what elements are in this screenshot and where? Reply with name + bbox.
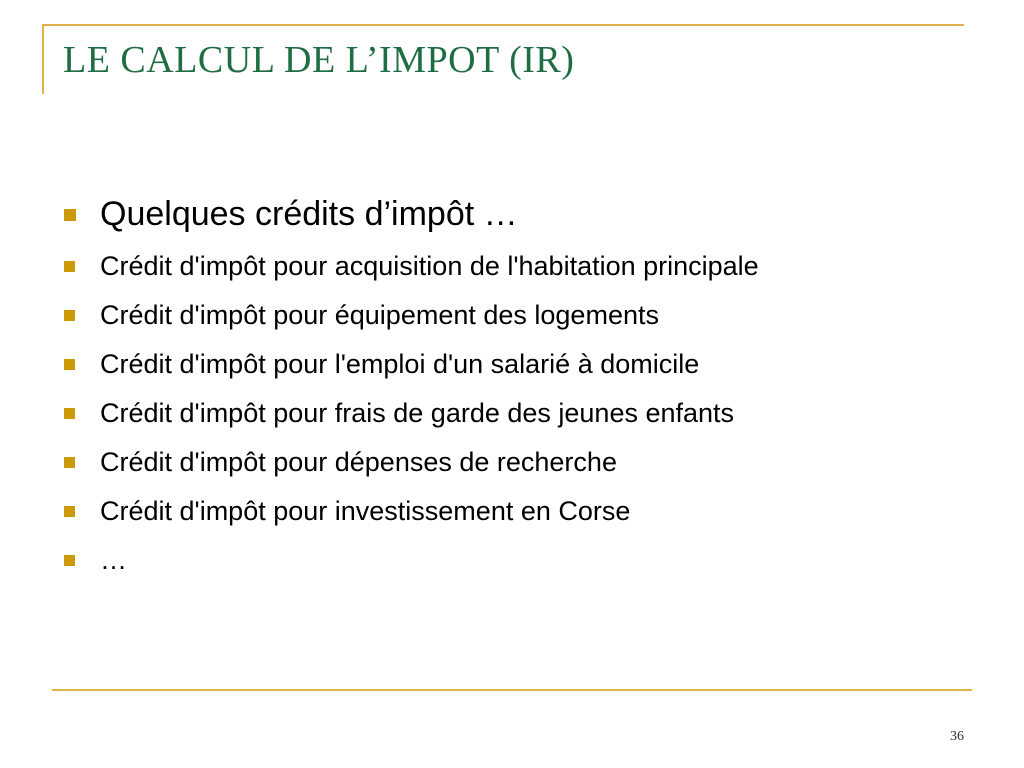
slide-title: LE CALCUL DE L’IMPOT (IR) bbox=[63, 39, 575, 81]
title-frame-top-line bbox=[42, 24, 964, 26]
bullet-item bbox=[62, 293, 982, 342]
square-bullet-icon bbox=[64, 457, 75, 468]
bullet-item bbox=[62, 440, 982, 489]
bullet-text: … bbox=[100, 545, 127, 575]
square-bullet-icon bbox=[64, 555, 75, 566]
bullet-text: Crédit d'impôt pour frais de garde des jeunes enfants bbox=[100, 398, 735, 428]
bullet-item bbox=[62, 342, 982, 391]
page-number: 36 bbox=[950, 729, 964, 744]
square-bullet-icon bbox=[64, 209, 76, 221]
bullet-text: Quelques crédits d’impôt … bbox=[100, 195, 518, 233]
title-frame-left-line bbox=[42, 24, 44, 94]
bullet-item bbox=[62, 538, 982, 587]
bullet-text: Crédit d'impôt pour l'emploi d'un salarié à domicile bbox=[100, 349, 700, 379]
bullet-item bbox=[62, 391, 982, 440]
bullet-text: Crédit d'impôt pour acquisition de l'habitation principale bbox=[100, 251, 759, 281]
bullet-text: Crédit d'impôt pour dépenses de recherche bbox=[100, 447, 617, 477]
bullet-item bbox=[62, 188, 982, 244]
bullet-list bbox=[62, 188, 982, 587]
footer-divider bbox=[52, 689, 972, 691]
bullet-item bbox=[62, 244, 982, 293]
square-bullet-icon bbox=[64, 506, 75, 517]
bullet-item bbox=[62, 489, 982, 538]
square-bullet-icon bbox=[64, 310, 75, 321]
bullet-text: Crédit d'impôt pour équipement des logements bbox=[100, 300, 659, 330]
square-bullet-icon bbox=[64, 261, 75, 272]
square-bullet-icon bbox=[64, 359, 75, 370]
bullet-text: Crédit d'impôt pour investissement en Corse bbox=[100, 496, 631, 526]
square-bullet-icon bbox=[64, 408, 75, 419]
